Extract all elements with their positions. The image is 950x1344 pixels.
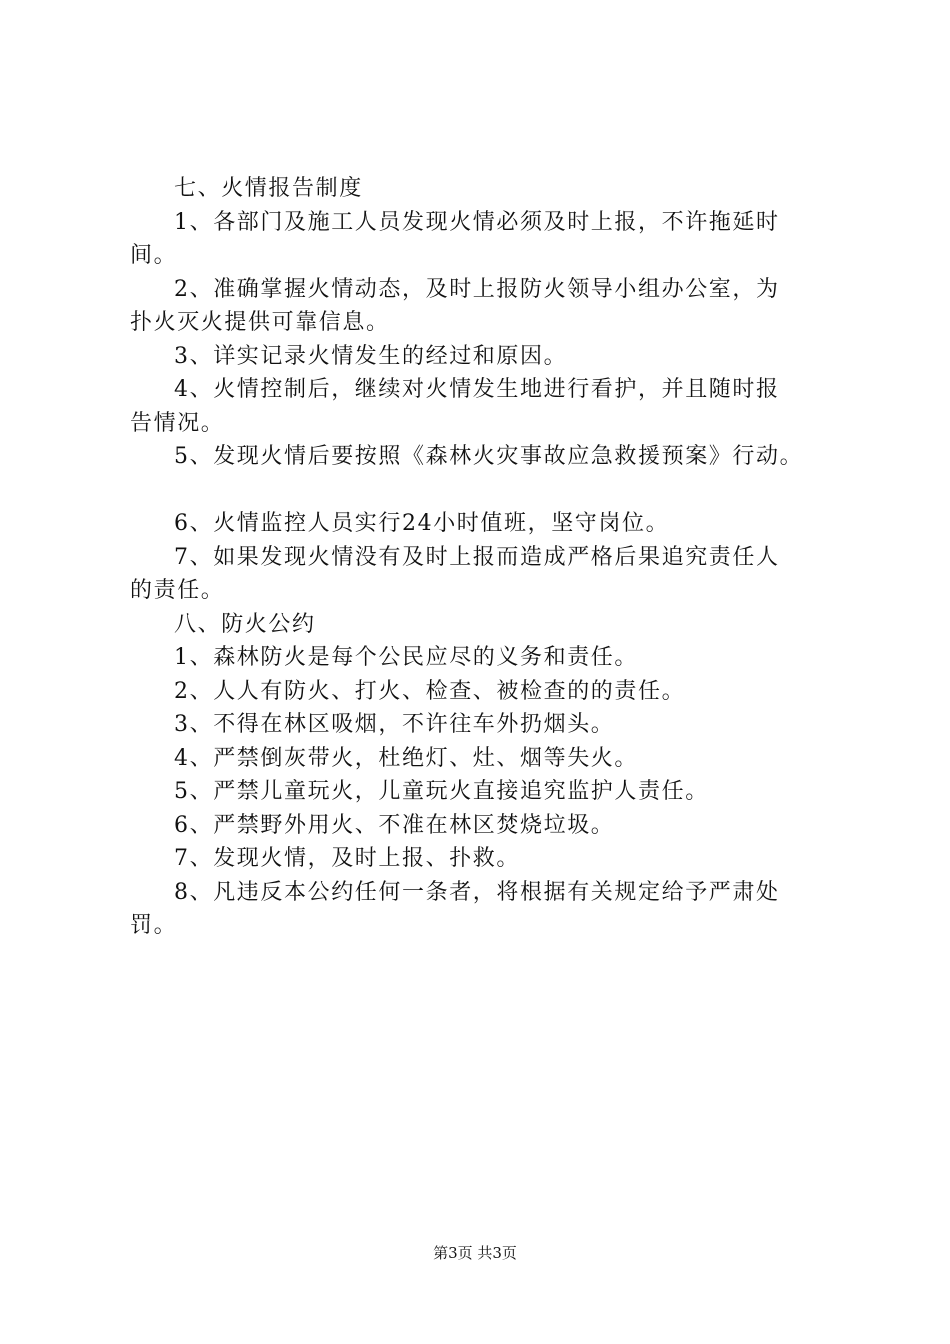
paragraph-line: 5、发现火情后要按照《森林火灾事故应急救援预案》行动。 xyxy=(174,444,804,469)
paragraph-line: 罚。 xyxy=(130,913,178,938)
paragraph-line: 1、森林防火是每个公民应尽的义务和责任。 xyxy=(174,645,638,670)
paragraph-line: 2、人人有防火、打火、检查、被检查的的责任。 xyxy=(174,678,686,704)
paragraph-line: 7、如果发现火情没有及时上报而造成严格后果追究责任人 xyxy=(174,544,780,570)
paragraph-line: 4、严禁倒灰带火，杜绝灯、灶、烟等失火。 xyxy=(174,745,638,771)
paragraph-line: 2、准确掌握火情动态，及时上报防火领导小组办公室，为 xyxy=(174,276,780,302)
paragraph-line: 1、各部门及施工人员发现火情必须及时上报，不许拖延时 xyxy=(174,209,780,235)
paragraph-line: 告情况。 xyxy=(130,410,225,436)
paragraph-line: 4、火情控制后，继续对火情发生地进行看护，并且随时报 xyxy=(174,377,780,402)
document-body xyxy=(130,172,835,943)
paragraph-line: 5、严禁儿童玩火，儿童玩火直接追究监护人责任。 xyxy=(174,779,709,804)
paragraph-line: 8、凡违反本公约任何一条者，将根据有关规定给予严肃处 xyxy=(174,879,780,905)
paragraph-line: 6、严禁野外用火、不准在林区焚烧垃圾。 xyxy=(174,812,615,838)
paragraph-line: 扑火灭火提供可靠信息。 xyxy=(130,310,390,335)
section-heading-fire-report: 七、火情报告制度 xyxy=(174,176,363,201)
page-number-footer: 第3页 共3页 xyxy=(433,1244,517,1262)
paragraph-line: 6、火情监控人员实行24小时值班，坚守岗位。 xyxy=(174,511,670,536)
paragraph-line: 间。 xyxy=(130,243,178,268)
paragraph-line: 3、不得在林区吸烟，不许往车外扔烟头。 xyxy=(174,712,615,737)
paragraph-line: 3、详实记录火情发生的经过和原因。 xyxy=(174,343,568,369)
paragraph-line: 的责任。 xyxy=(130,578,225,603)
paragraph-line: 7、发现火情，及时上报、扑救。 xyxy=(174,846,520,871)
blank-line xyxy=(130,474,835,508)
section-heading-fire-convention: 八、防火公约 xyxy=(174,611,316,637)
